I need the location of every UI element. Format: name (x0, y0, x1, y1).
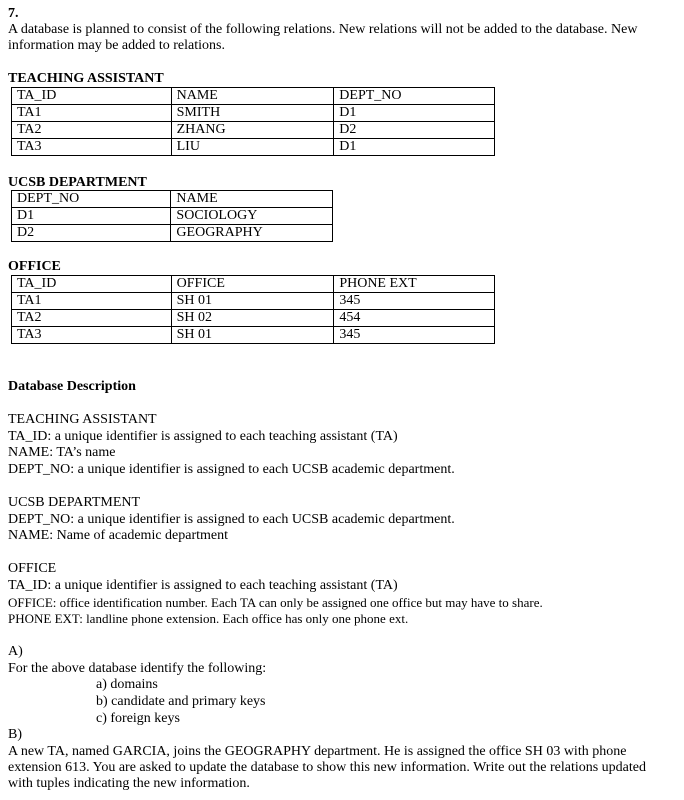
table-row (12, 327, 495, 344)
header-cell: DEPT_NO (334, 88, 495, 105)
desc-office-line: PHONE EXT: landline phone extension. Each office has only one phone ext. (8, 611, 409, 626)
table-cell: TA3 (12, 327, 172, 344)
table-cell: SH 01 (171, 327, 334, 344)
table-cell: GEOGRAPHY (171, 225, 333, 242)
table-cell: D2 (334, 122, 495, 139)
table-row (12, 225, 333, 242)
header-cell: NAME (171, 191, 333, 208)
ucsb-department-title: UCSB DEPARTMENT (8, 175, 147, 190)
desc-ta-line: DEPT_NO: a unique identifier is assigned to each UCSB academic department. (8, 462, 455, 477)
desc-ta-title: TEACHING ASSISTANT (8, 412, 157, 427)
part-b-label: B) (8, 727, 22, 742)
desc-ta-line: NAME: TA’s name (8, 445, 116, 460)
table-cell: 345 (334, 293, 495, 310)
table-cell: TA2 (12, 310, 172, 327)
ucsb-department-table (11, 190, 333, 242)
table-cell: D1 (334, 105, 495, 122)
teaching-assistant-title: TEACHING ASSISTANT (8, 71, 164, 86)
part-a-item: b) candidate and primary keys (96, 694, 266, 709)
table-cell: SOCIOLOGY (171, 208, 333, 225)
table-row (12, 105, 495, 122)
table-row (12, 310, 495, 327)
desc-dept-title: UCSB DEPARTMENT (8, 495, 141, 510)
desc-dept-line: NAME: Name of academic department (8, 528, 229, 543)
desc-office-line: OFFICE: office identification number. Each TA can only be assigned one office but may have to share. (8, 595, 543, 610)
table-header-row (12, 276, 495, 293)
part-a-item: c) foreign keys (96, 711, 180, 726)
table-cell: TA1 (12, 293, 172, 310)
intro-paragraph: A database is planned to consist of the following relations. New relations will not be added to the database. New information may be added to relations. (8, 22, 638, 53)
description-heading: Database Description (8, 379, 136, 394)
table-row (12, 139, 495, 156)
table-cell: LIU (171, 139, 334, 156)
table-header-row (12, 191, 333, 208)
part-a-label: A) (8, 644, 23, 659)
table-row (12, 208, 333, 225)
table-cell: TA2 (12, 122, 172, 139)
office-table (11, 275, 495, 344)
header-cell: NAME (171, 88, 334, 105)
table-cell: TA3 (12, 139, 172, 156)
table-cell: 345 (334, 327, 495, 344)
header-cell: TA_ID (12, 88, 172, 105)
part-b-text: A new TA, named GARCIA, joins the GEOGRAPHY department. He is assigned the office SH 03 with phone extension 613. You are asked to update the database to show this new information. Write out the relations updated with tuples indicating the new information. (8, 744, 646, 791)
teaching-assistant-table (11, 87, 495, 156)
part-a-item: a) domains (96, 677, 158, 692)
office-title: OFFICE (8, 259, 61, 274)
desc-office-title: OFFICE (8, 561, 57, 576)
table-cell: SMITH (171, 105, 334, 122)
header-cell: TA_ID (12, 276, 172, 293)
table-header-row (12, 88, 495, 105)
table-cell: ZHANG (171, 122, 334, 139)
question-number: 7. (8, 6, 19, 21)
header-cell: OFFICE (171, 276, 334, 293)
table-row (12, 122, 495, 139)
table-cell: D1 (334, 139, 495, 156)
desc-ta-line: TA_ID: a unique identifier is assigned to each teaching assistant (TA) (8, 429, 398, 444)
header-cell: DEPT_NO (12, 191, 171, 208)
table-cell: SH 02 (171, 310, 334, 327)
header-cell: PHONE EXT (334, 276, 495, 293)
desc-office-line: TA_ID: a unique identifier is assigned to each teaching assistant (TA) (8, 578, 398, 593)
desc-dept-line: DEPT_NO: a unique identifier is assigned to each UCSB academic department. (8, 512, 455, 527)
table-cell: SH 01 (171, 293, 334, 310)
table-cell: 454 (334, 310, 495, 327)
table-cell: TA1 (12, 105, 172, 122)
table-row (12, 293, 495, 310)
table-cell: D2 (12, 225, 171, 242)
table-cell: D1 (12, 208, 171, 225)
part-a-prompt: For the above database identify the following: (8, 661, 267, 676)
